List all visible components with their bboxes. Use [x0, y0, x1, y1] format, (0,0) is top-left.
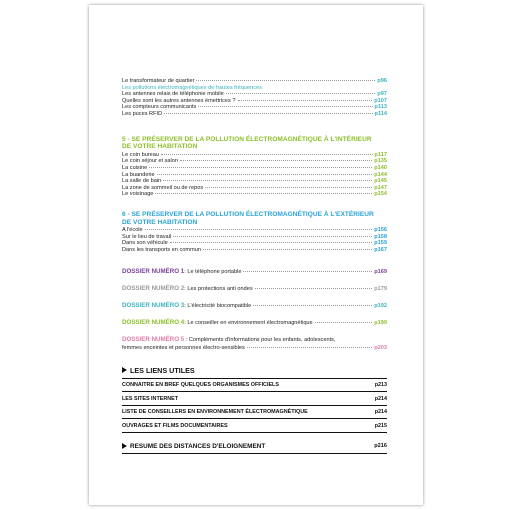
dot-leader [198, 106, 372, 107]
dossier-page: p179 [374, 286, 387, 293]
toc-item-title: Le coin séjour et salon [122, 158, 178, 165]
link-item-page: p214 [374, 395, 387, 402]
toc-item-page: p114 [374, 110, 387, 117]
toc-item-title: Le transformateur de quartier [122, 78, 195, 84]
dossier-5-line2 [122, 345, 387, 352]
dossier-5-line1 [122, 336, 387, 344]
toc-item[interactable] [122, 247, 387, 254]
toc-item-page: p158 [374, 233, 387, 240]
toc-item[interactable] [122, 234, 387, 241]
toc-item-title: Les antennes relais de téléphonie mobile [122, 91, 224, 98]
table-of-contents [122, 78, 387, 454]
dot-leader [155, 193, 372, 194]
dossier-2-entry[interactable] [122, 285, 387, 292]
toc-item-page: p147 [374, 184, 387, 191]
section-6-title-line1: 6 - SE PRÉSERVER DE LA POLLUTION ÉLECTROMAGNÉTIQUE À L'EXTÉRIEUR [122, 210, 374, 218]
toc-item-page: p167 [374, 246, 387, 253]
section-6-title [122, 211, 387, 226]
toc-item-title: A l'école [122, 227, 143, 234]
toc-subheading [122, 85, 387, 92]
link-item-title: LES SITES INTERNET [122, 395, 179, 402]
toc-item-title: La salle de bain [122, 178, 162, 185]
toc-item-title: Le voisinage [122, 191, 154, 198]
toc-item-title: Les compteurs communicants [122, 104, 197, 111]
dot-leader [157, 174, 373, 175]
section-5-title-line1: 5 - SE PRÉSERVER DE LA POLLUTION ÉLECTROMAGNÉTIQUE À L'INTÉRIEUR [122, 135, 372, 143]
dot-leader [180, 160, 372, 161]
dot-leader [145, 229, 373, 230]
toc-item[interactable] [122, 191, 387, 198]
dossier-desc: : Compléments d'informations pour les enfants, adolescents, [184, 337, 336, 344]
dossier-desc: : L'électricité biocompatible [184, 303, 252, 310]
toc-item-title: Dans les transports en commun [122, 246, 201, 253]
toc-item-page: p107 [374, 97, 387, 104]
link-item[interactable] [122, 392, 387, 406]
section-5-title [122, 136, 387, 151]
dot-leader [164, 113, 372, 114]
link-item[interactable] [122, 419, 387, 433]
toc-item-page: p113 [374, 104, 387, 111]
toc-item[interactable] [122, 240, 387, 247]
link-item[interactable] [122, 379, 387, 393]
toc-item[interactable] [122, 227, 387, 234]
dot-leader [226, 93, 376, 94]
toc-item-title: La buanderie [122, 171, 155, 178]
distances-summary-title: RESUME DES DISTANCES D'ELOIGNEMENT [130, 442, 266, 450]
toc-item[interactable] [122, 172, 387, 179]
distances-summary-page: p216 [374, 443, 387, 450]
dossier-desc: : Les protections anti ondes [184, 286, 253, 293]
toc-item-page: p154 [374, 191, 387, 198]
link-item-title: LISTE DE CONSEILLERS EN ENVIRONNEMENT ÉLECTROMAGNÉTIQUE [122, 409, 308, 416]
section-5-title-line2: DE VOTRE HABITATION [122, 143, 198, 151]
dot-leader [253, 305, 372, 306]
section-6-title-line2: DE VOTRE HABITATION [122, 218, 198, 226]
toc-item-title: La zone de sommeil ou de repos [122, 184, 204, 191]
toc-item-page: p140 [374, 164, 387, 171]
dot-leader [255, 288, 373, 289]
dossier-desc: : Le conseiller en environnement électromagnétique [184, 320, 313, 327]
toc-item-page: p145 [374, 178, 387, 185]
link-item-title: CONNAITRE EN BREF QUELQUES ORGANISMES OFFICIELS [122, 382, 279, 389]
dot-leader [243, 271, 372, 272]
link-item-page: p215 [374, 422, 387, 429]
toc-item[interactable] [122, 185, 387, 192]
useful-links-heading [122, 366, 387, 379]
dossier-page: p199 [374, 320, 387, 327]
link-item-title: OUVRAGES ET FILMS DOCUMENTAIRES [122, 422, 228, 429]
toc-item[interactable] [122, 98, 387, 105]
dossier-label: DOSSIER NUMÉRO 2 [122, 285, 185, 293]
triangle-right-icon [122, 443, 127, 449]
toc-item[interactable] [122, 178, 387, 185]
toc-item[interactable] [122, 165, 387, 172]
dossier-3-entry[interactable] [122, 302, 387, 309]
dot-leader [205, 187, 372, 188]
dot-leader [315, 322, 373, 323]
dot-leader [149, 167, 372, 168]
dot-leader [173, 236, 372, 237]
dossier-4-entry[interactable] [122, 319, 387, 326]
toc-item-title: La cuisine [122, 164, 148, 171]
toc-item-page: p97 [377, 91, 387, 98]
link-item-page: p214 [374, 409, 387, 416]
dot-leader [196, 80, 375, 81]
dot-leader [247, 347, 372, 348]
toc-subheading-title: Les pollutions électromagnétiques de hautes fréquences [122, 84, 262, 91]
dossier-label: DOSSIER NUMÉRO 3 [122, 302, 185, 310]
toc-item-title: Quelles sont les autres antennes émettrices ? [122, 97, 236, 104]
book-page [89, 5, 423, 505]
dossier-page: p169 [374, 269, 387, 276]
toc-item[interactable] [122, 104, 387, 111]
toc-item-title: Le coin bureau [122, 151, 160, 158]
dossier-1-entry[interactable] [122, 268, 387, 275]
toc-item[interactable] [122, 111, 387, 118]
dossier-label: DOSSIER NUMÉRO 1 [122, 268, 185, 276]
toc-item-page: p156 [374, 227, 387, 234]
dossier-desc-cont: femmes enceintes et personnes électro-sensibles [122, 344, 245, 351]
dossier-5-entry[interactable] [122, 336, 387, 351]
dot-leader [203, 249, 372, 250]
dossier-page: p192 [374, 303, 387, 310]
dot-leader [170, 242, 373, 243]
toc-item-title: Sur le lieu de travail [122, 233, 172, 240]
toc-item-page: p159 [374, 240, 387, 247]
triangle-right-icon [122, 367, 127, 373]
link-item[interactable] [122, 406, 387, 420]
dossier-label: DOSSIER NUMÉRO 5 [122, 336, 185, 344]
toc-item[interactable] [122, 158, 387, 165]
dossier-desc: : Le téléphone portable [184, 269, 242, 276]
distances-summary-label [122, 443, 265, 450]
toc-item-page: p96 [377, 78, 387, 84]
toc-item-title: Dans son véhicule [122, 240, 168, 247]
dot-leader [161, 154, 373, 155]
dossier-label: DOSSIER NUMÉRO 4 [122, 319, 185, 327]
toc-item-title: Les puces RFID [122, 110, 163, 117]
toc-item[interactable] [122, 152, 387, 159]
distances-summary-entry[interactable] [122, 443, 387, 454]
toc-item[interactable] [122, 91, 387, 98]
useful-links-title: LES LIENS UTILES [130, 365, 195, 375]
dot-leader [238, 100, 373, 101]
toc-item[interactable] [122, 78, 387, 85]
dossier-page: p203 [374, 344, 387, 351]
toc-item-page: p117 [374, 151, 387, 158]
toc-item-page: p135 [374, 158, 387, 165]
dot-leader [163, 180, 372, 181]
link-item-page: p213 [374, 382, 387, 389]
toc-item-page: p144 [374, 171, 387, 178]
